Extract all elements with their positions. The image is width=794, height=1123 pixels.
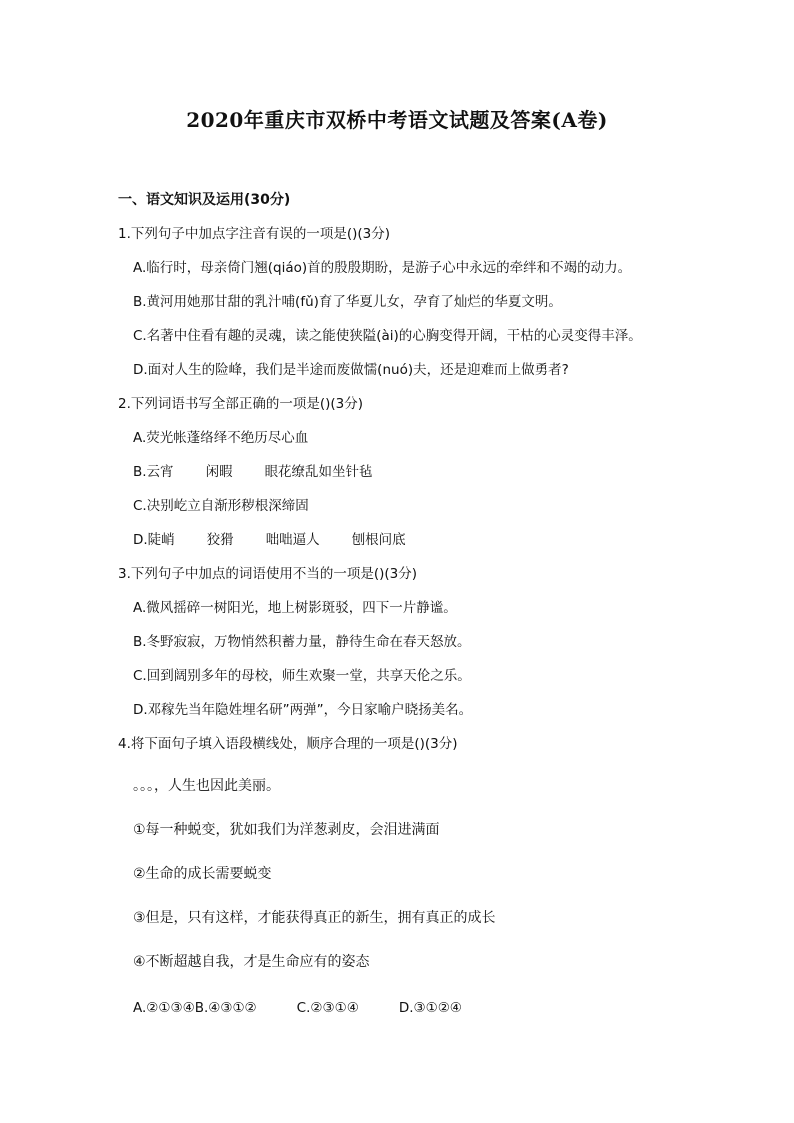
question-1-stem: 1.下列句子中加点字注音有误的一项是()(3分) <box>118 226 391 242</box>
question-1-option-b: B.黄河用她那甘甜的乳汁哺(fǔ)育了华夏儿女，孕育了灿烂的华夏文明。 <box>133 294 562 310</box>
question-3-stem: 3.下列句子中加点的词语使用不当的一项是()(3分) <box>118 566 418 582</box>
section-heading: 一、语文知识及运用(30分) <box>118 192 291 208</box>
question-1-option-d: D.面对人生的险峰，我们是半途而废做懦(nuó)夫，还是迎难而上做勇者? <box>133 362 569 378</box>
option-d-word-3: 咄咄逼人 <box>265 532 320 548</box>
question-4-stem: 4.将下面句子填入语段横线处，顺序合理的一项是()(3分) <box>118 736 458 752</box>
question-2-option-b <box>133 462 373 482</box>
option-d-word-1: D.陡峭 <box>133 532 175 548</box>
question-2-option-a: A.荧光帐蓬络绎不绝历尽心血 <box>133 430 309 446</box>
option-b-word-1: B.云宵 <box>133 464 174 480</box>
choice-c: C.②③①④ <box>296 1000 359 1016</box>
option-d-word-4: 刨根问底 <box>351 532 406 548</box>
choice-d: D.③①②④ <box>398 1000 462 1016</box>
question-2-stem: 2.下列词语书写全部正确的一项是()(3分) <box>118 396 364 412</box>
option-b-word-3: 眼花缭乱如坐针毡 <box>264 464 373 480</box>
question-4-sentence-4: ④不断超越自我，才是生命应有的姿态 <box>133 954 370 970</box>
question-1-option-a: A.临行时，母亲倚门翘(qiáo)首的殷殷期盼，是游子心中永远的牵绊和不竭的动力。 <box>133 260 632 276</box>
option-d-word-2: 狡猾 <box>206 532 234 548</box>
question-4-sentence-2: ②生命的成长需要蜕变 <box>133 866 272 882</box>
question-3-option-c: C.回到阔别多年的母校，师生欢聚一堂，共享天伦之乐。 <box>133 668 471 684</box>
question-4-sentence-3: ③但是，只有这样，才能获得真正的新生，拥有真正的成长 <box>133 910 496 926</box>
question-3-option-d: D.邓稼先当年隐姓埋名研”两弹”，今日家喻户晓扬美名。 <box>133 702 473 718</box>
choice-ab: A.②①③④B.④③①② <box>133 1000 257 1016</box>
question-2-option-d <box>133 530 406 550</box>
question-4-lead-text: 。。。，人生也因此美丽。 <box>133 778 280 794</box>
question-1-option-c: C.名著中住看有趣的灵魂，读之能使狭隘(ài)的心胸变得开阔，干枯的心灵变得丰泽。 <box>133 328 642 344</box>
question-4-sentence-1: ①每一种蜕变，犹如我们为洋葱剥皮，会泪进满面 <box>133 822 440 838</box>
option-b-word-2: 闲暇 <box>205 464 233 480</box>
question-2-option-c: C.决别屹立自渐形秽根深缔固 <box>133 498 309 514</box>
question-3-option-b: B.冬野寂寂，万物悄然积蓄力量，静待生命在春天怒放。 <box>133 634 471 650</box>
question-4-choices <box>133 998 462 1018</box>
page-title: 2020年重庆市双桥中考语文试题及答案(A卷) <box>186 108 608 132</box>
question-3-option-a: A.微风摇碎一树阳光，地上树影斑驳，四下一片静谧。 <box>133 600 457 616</box>
